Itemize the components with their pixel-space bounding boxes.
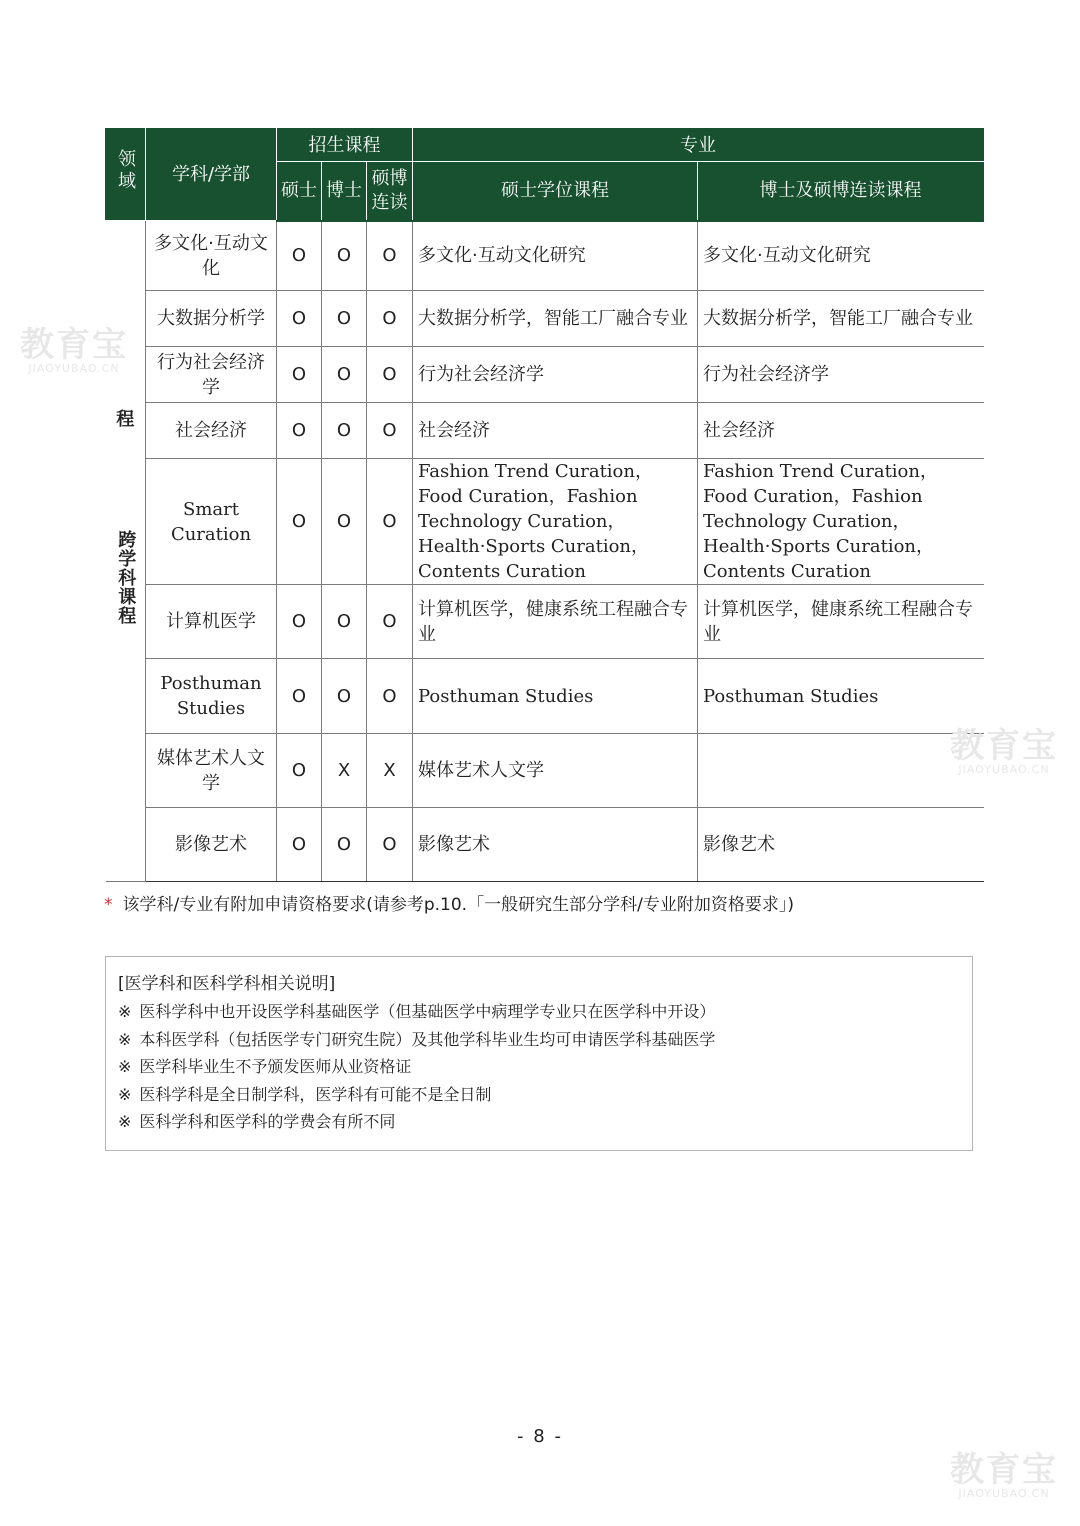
header-phd-course: 博士及硕博连读课程 [698,162,984,221]
master-major-cell: 大数据分析学，智能工厂融合专业 [413,291,698,347]
phd-major-cell [698,734,984,808]
reference-mark: ※ [118,1002,132,1021]
domain-cell [106,221,146,882]
medical-info-item [118,1108,960,1136]
footnote-star: * [104,895,113,915]
master-mark: O [277,459,322,585]
dept-cell: Posthuman Studies [146,659,277,734]
master-mark: O [277,585,322,659]
footnote [104,890,794,915]
combined-mark: O [367,459,413,585]
phd-mark: O [322,585,367,659]
reference-mark: ※ [118,1084,132,1104]
header-phd: 博士 [322,162,367,221]
phd-mark: O [322,291,367,347]
master-major-cell: 社会经济 [413,403,698,459]
reference-mark: ※ [118,1112,132,1131]
master-mark: O [277,808,322,882]
master-mark: O [277,403,322,459]
master-mark: O [277,734,322,808]
master-major-cell: 计算机医学，健康系统工程融合专业 [413,585,698,659]
phd-major-cell: Fashion Trend Curation，Food Curation，Fashion Technology Curation，Health·Sports Curation，Contents Curation [698,459,984,585]
dept-cell: 媒体艺术人文学 [146,734,277,808]
master-major-cell: 多文化·互动文化研究 [413,221,698,291]
phd-mark: O [322,221,367,291]
phd-mark: O [322,459,367,585]
medical-info-text: 医科学科和医学科的学费会有所不同 [139,1112,396,1131]
master-mark: O [277,291,322,347]
phd-mark: O [322,403,367,459]
watermark-logo: 教育宝 JIAOYUBAO.CN [950,1450,1058,1500]
table-row [106,734,984,808]
medical-info-item [118,1053,960,1081]
master-major-cell: 媒体艺术人文学 [413,734,698,808]
phd-major-cell: 社会经济 [698,403,984,459]
combined-mark: O [367,585,413,659]
phd-major-cell: 影像艺术 [698,808,984,882]
header-major: 专业 [413,129,984,162]
table-row [106,403,984,459]
master-major-cell: Posthuman Studies [413,659,698,734]
watermark-logo: 教育宝 JIAOYUBAO.CN [20,325,128,375]
table-row [106,291,984,347]
reference-mark: ※ [118,1029,132,1049]
header-admission: 招生课程 [277,129,413,162]
medical-info-text: 本科医学科（包括医学专门研究生院）及其他学科毕业生均可申请医学科基础医学 [139,1029,716,1049]
dept-cell: 多文化·互动文化 [146,221,277,291]
combined-mark: O [367,347,413,403]
medical-info-item [118,1026,960,1054]
header-dept: 学科/学部 [146,129,277,221]
table-row [106,808,984,882]
table-row [106,585,984,659]
phd-mark: O [322,659,367,734]
master-major-cell: 行为社会经济学 [413,347,698,403]
combined-mark: O [367,403,413,459]
footnote-text: 该学科/专业有附加申请资格要求(请参考p.10.「一般研究生部分学科/专业附加资格要求」) [122,895,794,915]
medical-info-text: 医学科毕业生不予颁发医师从业资格证 [139,1057,412,1076]
dept-cell: 社会经济 [146,403,277,459]
combined-mark: O [367,221,413,291]
table-row [106,347,984,403]
medical-info-text: 医科学科是全日制学科，医学科有可能不是全日制 [139,1084,492,1104]
table-row [106,459,984,585]
header-master-course: 硕士学位课程 [413,162,698,221]
watermark-logo: 教育宝 JIAOYUBAO.CN [950,726,1058,776]
table-row [106,221,984,291]
phd-major-cell: 多文化·互动文化研究 [698,221,984,291]
phd-major-cell: 计算机医学，健康系统工程融合专业 [698,585,984,659]
master-mark: O [277,221,322,291]
medical-info-item [118,998,960,1026]
header-combined: 硕博连读 [367,162,413,221]
phd-mark: O [322,347,367,403]
medical-info-box [105,956,973,1151]
combined-mark: O [367,291,413,347]
medical-info-item [118,1081,960,1109]
phd-mark: X [322,734,367,808]
phd-major-cell: 行为社会经济学 [698,347,984,403]
page-number: - 8 - [517,1426,563,1447]
medical-info-text: 医科学科中也开设医学科基础医学（但基础医学中病理学专业只在医学科中开设） [139,1002,716,1021]
combined-mark: X [367,734,413,808]
dept-cell: 大数据分析学 [146,291,277,347]
dept-cell: Smart Curation [146,459,277,585]
programs-table [105,128,984,882]
phd-mark: O [322,808,367,882]
combined-mark: O [367,659,413,734]
master-mark: O [277,347,322,403]
master-major-cell: Fashion Trend Curation，Food Curation，Fashion Technology Curation，Health·Sports Curation，Contents Curation [413,459,698,585]
phd-major-cell: Posthuman Studies [698,659,984,734]
phd-major-cell: 大数据分析学，智能工厂融合专业 [698,291,984,347]
master-mark: O [277,659,322,734]
reference-mark: ※ [118,1057,132,1076]
medical-info-title: [医学科和医科学科相关说明] [118,974,336,994]
domain-label-fragment: 程 [116,409,135,430]
table-row [106,659,984,734]
dept-cell: 行为社会经济学 [146,347,277,403]
combined-mark: O [367,808,413,882]
dept-cell: 计算机医学 [146,585,277,659]
header-master: 硕士 [277,162,322,221]
dept-cell: 影像艺术 [146,808,277,882]
master-major-cell: 影像艺术 [413,808,698,882]
header-domain: 领域 [106,129,146,221]
domain-label: 跨学科课程 [115,530,137,625]
